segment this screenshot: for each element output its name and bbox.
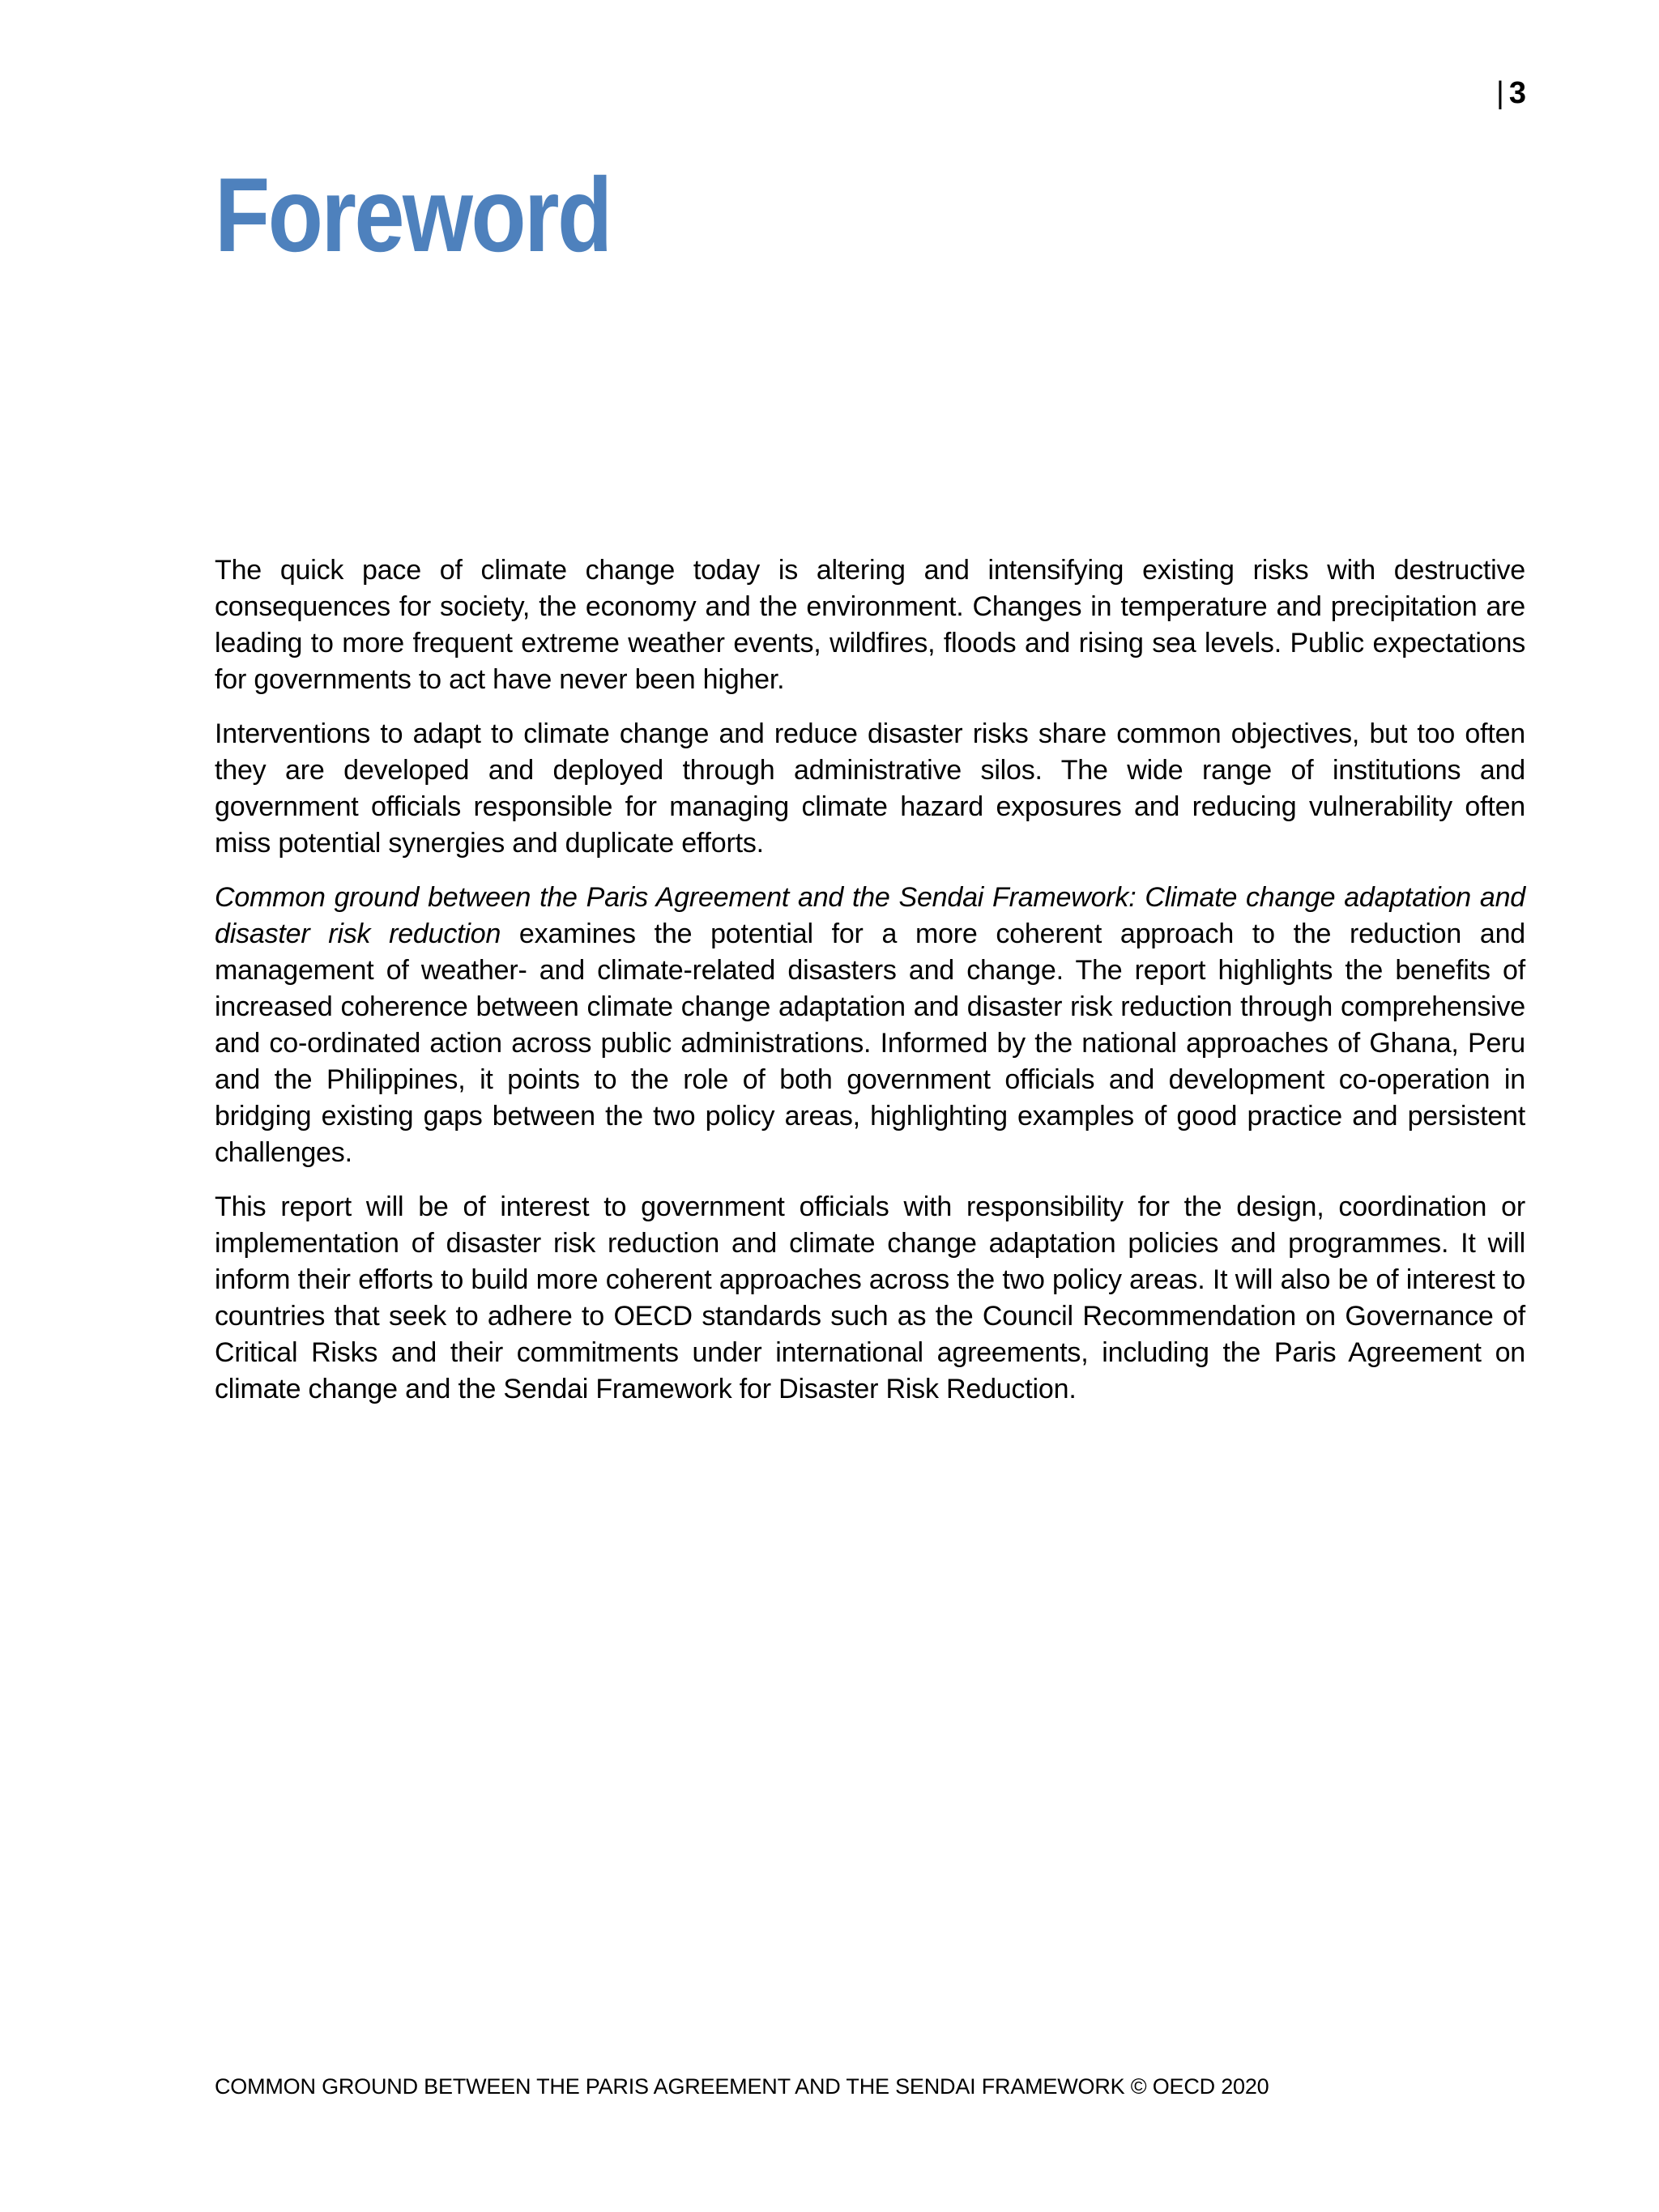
paragraph-1: The quick pace of climate change today is altering and intensifying existing risks with destructive consequences for society, the economy and the environment. Changes in temperature and precipitation are leading to more frequent extreme weather events, wildfires, floods and rising sea levels. Public expectations for governments to act have never been higher.	[215, 555, 1525, 695]
paragraph-4: This report will be of interest to government officials with responsibility for the design, coordination or implementation of disaster risk reduction and climate change adaptation policies and programmes. It will inform their efforts to build more coherent approaches across the two policy areas. It will also be of interest to countries that seek to adhere to OECD standards such as the Council Recommendation on Governance of Critical Risks and their commitments under international agreements, including the Paris Agreement on climate change and the Sendai Framework for Disaster Risk Reduction.	[215, 1191, 1525, 1404]
page-number-separator: |	[1495, 76, 1504, 110]
page-title: Foreword	[215, 156, 611, 274]
page-number-value: 3	[1508, 76, 1526, 110]
foreword-body	[215, 552, 1525, 1426]
paragraph-3-text: examines the potential for a more coherent approach to the reduction and management of weather- and climate-related disasters and change. The report highlights the benefits of increased coherence between climate change adaptation and disaster risk reduction through comprehensive and co-ordinated action across public administrations. Informed by the national approaches of Ghana, Peru and the Philippines, it points to the role of both government officials and development co-operation in bridging existing gaps between the two policy areas, highlighting examples of good practice and persistent challenges.	[215, 918, 1525, 1168]
report-title-italic: Common ground between the Paris Agreement and the Sendai Framework: Climate change adaptation and disaster risk reduction	[215, 882, 1525, 949]
page-footer: COMMON GROUND BETWEEN THE PARIS AGREEMENT AND THE SENDAI FRAMEWORK © OECD 2020	[215, 2074, 1269, 2099]
paragraph-3	[215, 880, 1525, 1171]
paragraph-2: Interventions to adapt to climate change and reduce disaster risks share common objectives, but too often they are developed and deployed through administrative silos. The wide range of institutions and government officials responsible for managing climate hazard exposures and reducing vulnerability often miss potential synergies and duplicate efforts.	[215, 718, 1525, 859]
page-number	[1496, 75, 1526, 112]
